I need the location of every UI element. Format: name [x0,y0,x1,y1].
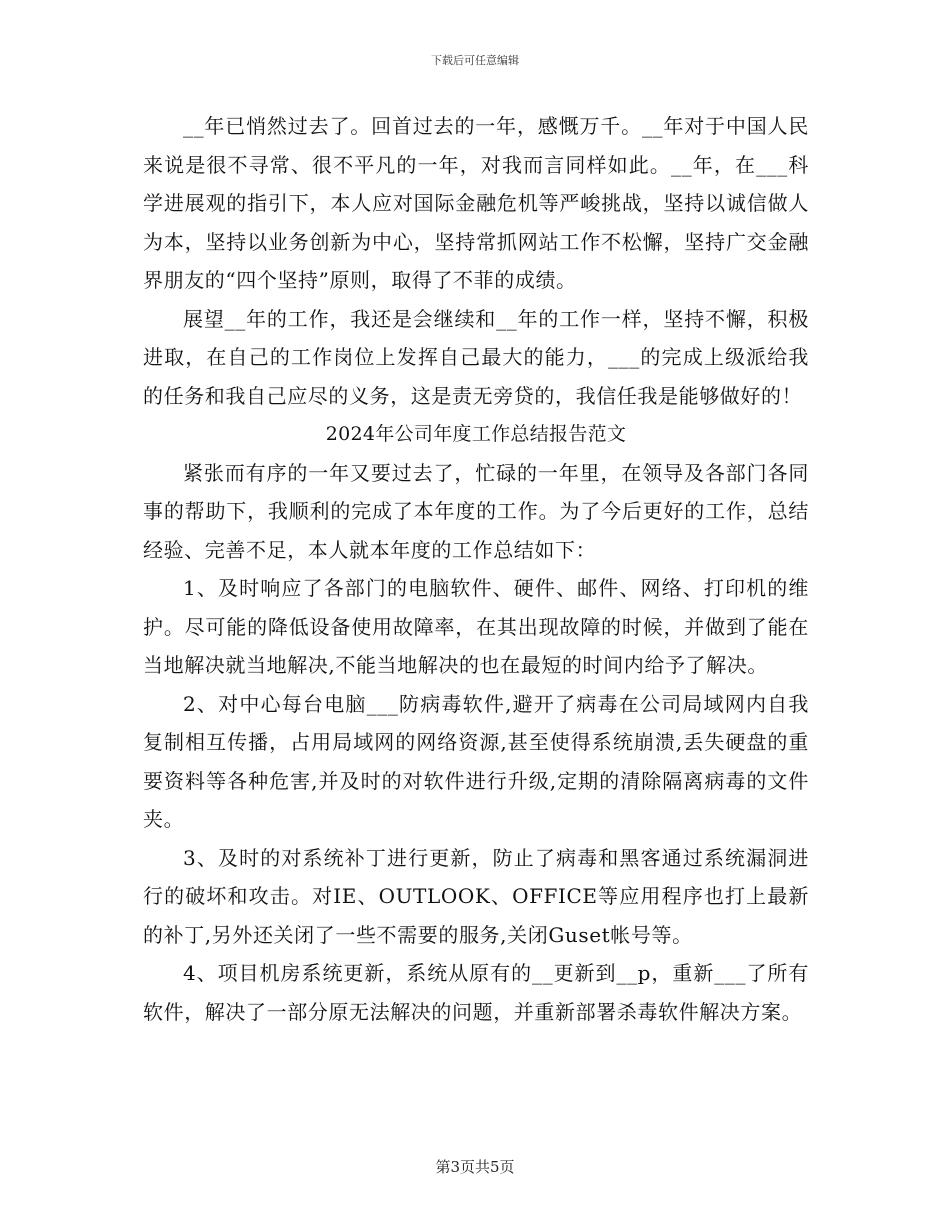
page-header: 下载后可任意编辑 [431,54,519,67]
list-item: 4、项目机房系统更新，系统从原有的__更新到__p，重新___了所有软件，解决了一部分原无法解决的问题，并重新部署杀毒软件解决方案。 [143,961,809,1024]
page-number: 第3页共5页 [435,1158,515,1176]
body-paragraph: __年已悄然过去了。回首过去的一年，感慨万千。__年对于中国人民来说是很不寻常、很不平凡的一年，对我而言同样如此。__年，在___科学进展观的指引下，本人应对国际金融危机等严峻挑战，坚持以诚信做人为本，坚持以业务创新为中心，坚持常抓网站工作不松懈，坚持广交金融界朋友的“四个坚持”原则，取得了不菲的成绩。 [143,114,809,292]
body-paragraph: 紧张而有序的一年又要过去了，忙碌的一年里，在领导及各部门各同事的帮助下，我顺利的完成了本年度的工作。为了今后更好的工作，总结经验、完善不足，本人就本年度的工作总结如下： [143,460,809,562]
document-body [143,107,809,1031]
list-item: 1、及时响应了各部门的电脑软件、硬件、邮件、网络、打印机的维护。尽可能的降低设备使用故障率，在其出现故障的时候，并做到了能在当地解决就当地解决,不能当地解决的也在最短的时间内给予了解决。 [143,576,809,677]
list-item: 2、对中心每台电脑___防病毒软件,避开了病毒在公司局域网内自我复制相互传播，占用局域网的网络资源,甚至使得系统崩溃,丢失硬盘的重要资料等各种危害,并及时的对软件进行升级,定期的清除隔离病毒的文件夹。 [143,691,809,831]
section-title: 2024年公司年度工作总结报告范文 [325,423,627,445]
body-paragraph: 展望__年的工作，我还是会继续和__年的工作一样，坚持不懈，积极进取，在自己的工作岗位上发挥自己最大的能力，___的完成上级派给我的任务和我自己应尽的义务，这是责无旁贷的，我信任我是能够做好的！ [143,306,809,408]
list-item: 3、及时的对系统补丁进行更新，防止了病毒和黑客通过系统漏洞进行的破坏和攻击。对IE、OUTLOOK、OFFICE等应用程序也打上最新的补丁,另外还关闭了一些不需要的服务,关闭Guset帐号等。 [143,845,809,947]
